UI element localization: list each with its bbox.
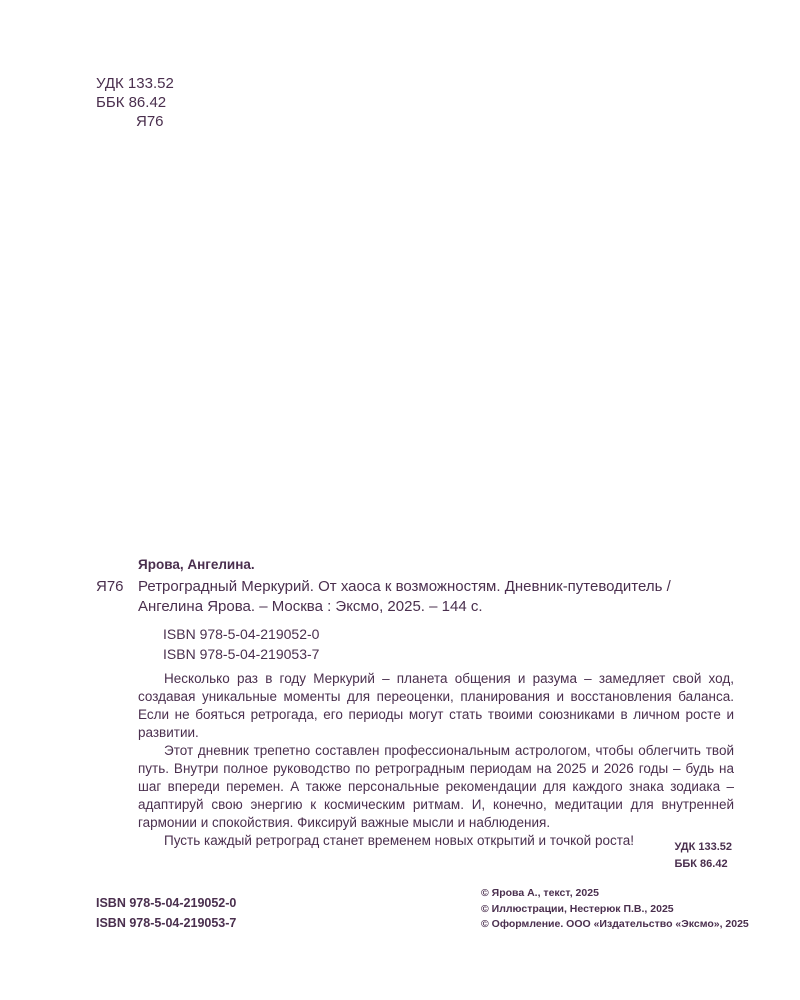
annotation-paragraph: Пусть каждый ретроград станет временем новых открытий и точкой роста! — [164, 833, 635, 848]
author-heading: Ярова, Ангелина. — [138, 557, 255, 572]
footer-isbn-line: ISBN 978-5-04-219052-0 — [96, 896, 237, 910]
isbn-list — [163, 624, 319, 664]
author-mark-inline: Я76 — [96, 578, 124, 595]
footer-isbn-list — [96, 893, 236, 933]
copyright-line: © Оформление. ООО «Издательство «Эксмо», 2025 — [481, 918, 749, 930]
copyright-block — [481, 886, 749, 933]
bbk-code: ББК 86.42 — [96, 94, 167, 111]
author-mark: Я76 — [136, 113, 164, 130]
annotation — [138, 670, 734, 850]
footer-udk: УДК 133.52 — [674, 841, 732, 853]
bibliographic-description: Ретроградный Меркурий. От хаоса к возможностям. Дневник-путеводитель / Ангелина Ярова. – Москва : Эксмо, 2025. – 144 с. — [138, 578, 671, 615]
annotation-paragraph: Этот дневник трепетно составлен профессиональным астрологом, чтобы облегчить твой путь. Внутри полное руководство по ретроградным периодам на 2025 и 2026 годы – будь на шаг впереди перемен. А также персональные рекомендации для каждого знака зодиака – адаптируй свою энергию к космическим ритмам. И, конечно, медитации для внутренней гармонии и спокойствия. Фиксируй важные мысли и наблюдения. — [138, 743, 734, 830]
footer-classification — [674, 839, 732, 873]
copyright-line: © Ярова А., текст, 2025 — [481, 887, 599, 899]
annotation-paragraph: Несколько раз в году Меркурий – планета общения и разума – замедляет свой ход, создавая уникальные моменты для переоценки, планирования и восстановления баланса. Если не бояться ретрогада, его периоды могут стать твоими союзниками в личном росте и развитии. — [138, 671, 734, 740]
isbn-line: ISBN 978-5-04-219053-7 — [163, 646, 320, 662]
footer-isbn-line: ISBN 978-5-04-219053-7 — [96, 916, 237, 930]
copyright-line: © Иллюстрации, Нестерюк П.В., 2025 — [481, 902, 674, 915]
isbn-line: ISBN 978-5-04-219052-0 — [163, 626, 320, 642]
udk-code: УДК 133.52 — [96, 75, 174, 92]
classification-block — [96, 74, 174, 131]
footer-bbk: ББК 86.42 — [674, 858, 728, 870]
